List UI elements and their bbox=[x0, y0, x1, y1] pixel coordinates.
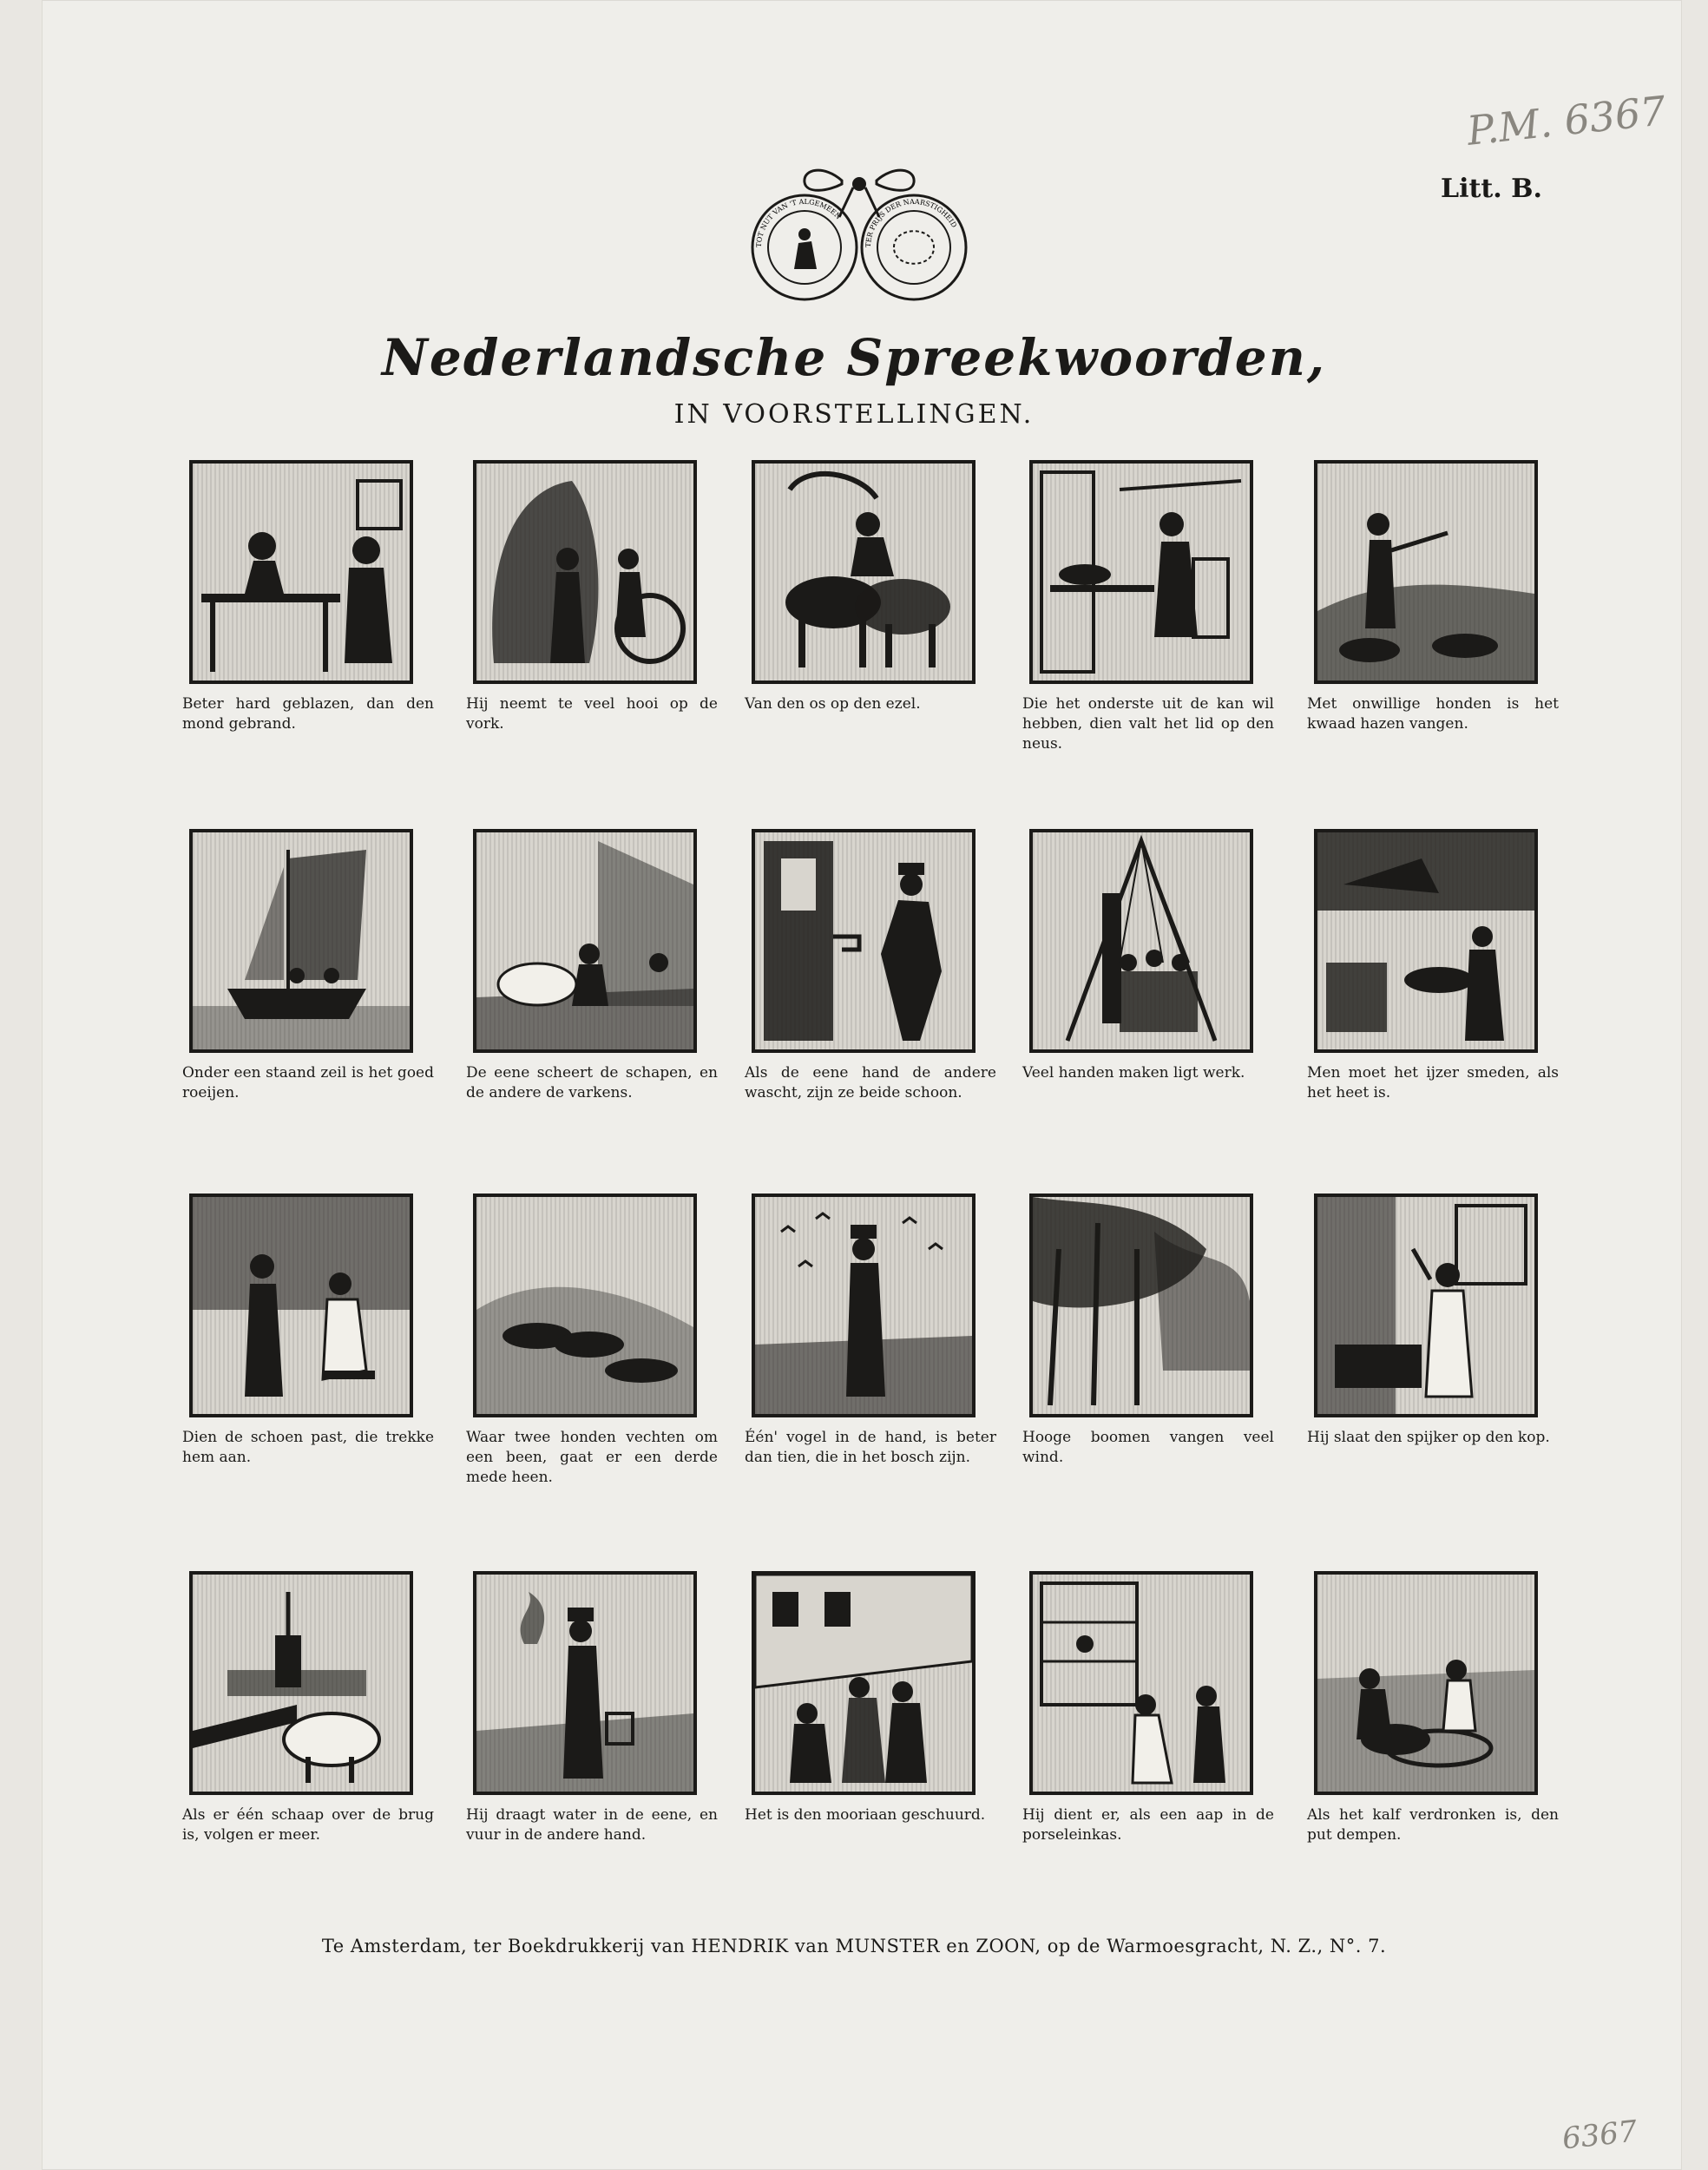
hay-cart-image bbox=[476, 464, 693, 681]
woodcut-illustration-monkey-china bbox=[1029, 1571, 1253, 1795]
woodcut-illustration-dogs-bone bbox=[473, 1194, 697, 1417]
pile-driver-image bbox=[1033, 832, 1250, 1049]
drinking-man-image bbox=[1033, 464, 1250, 681]
moor-scrubbing-image bbox=[755, 1575, 972, 1792]
woodcut-illustration-nail-hammer bbox=[1314, 1194, 1538, 1417]
printer-imprint: Te Amsterdam, ter Boekdrukkerij van HENDRIK van MUNSTER en ZOON, op de Warmoesgracht, N. Z., N°. 7. bbox=[321, 1936, 1387, 1956]
woodcut-illustration-hay-cart bbox=[473, 460, 697, 684]
proverb-caption: Hij draagt water in de eene, en vuur in de andere hand. bbox=[466, 1806, 718, 1844]
sheep-bridge-image bbox=[193, 1575, 410, 1792]
sailboat-image bbox=[193, 832, 410, 1049]
calf-well-image bbox=[1317, 1575, 1534, 1792]
woodcut-illustration-hand-washing bbox=[752, 829, 976, 1053]
emblem-right-inscription: TER PRIJS DER NAARSTIGHEID bbox=[864, 197, 958, 248]
proverb-caption: Men moet het ijzer smeden, als het heet is. bbox=[1307, 1064, 1559, 1101]
proverb-caption: Als de eene hand de andere wascht, zijn ze beide schoon. bbox=[745, 1064, 996, 1101]
dogs-bone-image bbox=[476, 1197, 693, 1414]
water-and-fire-image bbox=[476, 1575, 693, 1792]
woodcut-illustration-sailboat bbox=[189, 829, 413, 1053]
woodcut-illustration-hunter-dogs bbox=[1314, 460, 1538, 684]
emblem-left-inscription: TOT NUT VAN 'T ALGEMEEN bbox=[754, 197, 843, 248]
woodcut-illustration-water-and-fire bbox=[473, 1571, 697, 1795]
plate-mark: Litt. B. bbox=[1441, 174, 1542, 204]
proverb-caption: Één' vogel in de hand, is beter dan tien, die in het bosch zijn. bbox=[745, 1429, 996, 1466]
proverb-caption: Dien de schoen past, die trekke hem aan. bbox=[182, 1429, 434, 1466]
proverb-caption: Hij dient er, als een aap in de porseleinkas. bbox=[1022, 1806, 1274, 1844]
proverb-caption: Als het kalf verdronken is, den put dempen. bbox=[1307, 1806, 1559, 1844]
proverb-caption: Van den os op den ezel. bbox=[745, 695, 921, 713]
proverb-caption: Als er één schaap over de brug is, volgen er meer. bbox=[182, 1806, 434, 1844]
proverb-caption: Waar twee honden vechten om een been, gaat er een derde mede heen. bbox=[466, 1429, 718, 1486]
nail-hammer-image bbox=[1317, 1197, 1534, 1414]
woodcut-illustration-calf-well bbox=[1314, 1571, 1538, 1795]
shearing-image bbox=[476, 832, 693, 1049]
woodcut-illustration-sheep-bridge bbox=[189, 1571, 413, 1795]
proverb-caption: Beter hard geblazen, dan den mond gebrand. bbox=[182, 695, 434, 733]
emblem-medallions bbox=[742, 165, 976, 304]
proverb-caption: Onder een staand zeil is het goed roeijen. bbox=[182, 1064, 434, 1101]
proverb-caption: De eene scheert de schapen, en de andere de varkens. bbox=[466, 1064, 718, 1101]
accession-annotation: P.M. 6367 bbox=[1464, 87, 1668, 155]
woodcut-illustration-ox-and-donkey bbox=[752, 460, 976, 684]
proverb-caption: Veel handen maken ligt werk. bbox=[1022, 1064, 1245, 1082]
proverb-caption: Hij neemt te veel hooi op de vork. bbox=[466, 695, 718, 733]
woodcut-illustration-shearing bbox=[473, 829, 697, 1053]
hunter-dogs-image bbox=[1317, 464, 1534, 681]
woodcut-illustration-pile-driver bbox=[1029, 829, 1253, 1053]
page-subtitle: IN VOORSTELLINGEN. bbox=[673, 399, 1035, 430]
bird-in-hand-image bbox=[755, 1197, 972, 1414]
proverb-caption: Het is den mooriaan geschuurd. bbox=[745, 1806, 986, 1824]
page-title: Nederlandsche Spreekwoorden, bbox=[381, 328, 1327, 387]
hand-washing-image bbox=[755, 832, 972, 1049]
ox-and-donkey-image bbox=[755, 464, 972, 681]
bottom-number-annotation: 6367 bbox=[1560, 2114, 1639, 2157]
tall-trees-image bbox=[1033, 1197, 1250, 1414]
woodcut-illustration-bird-in-hand bbox=[752, 1194, 976, 1417]
woodcut-illustration-shoemaker bbox=[189, 1194, 413, 1417]
proverb-caption: Die het onderste uit de kan wil hebben, dien valt het lid op den neus. bbox=[1022, 695, 1274, 753]
woodcut-illustration-moor-scrubbing bbox=[752, 1571, 976, 1795]
proverb-caption: Hij slaat den spijker op den kop. bbox=[1307, 1429, 1550, 1446]
proverb-caption: Hooge boomen vangen veel wind. bbox=[1022, 1429, 1274, 1466]
woodcut-illustration-drinking-man bbox=[1029, 460, 1253, 684]
proverb-caption: Met onwillige honden is het kwaad hazen vangen. bbox=[1307, 695, 1559, 733]
woodcut-illustration-tavern-table bbox=[189, 460, 413, 684]
shoemaker-image bbox=[193, 1197, 410, 1414]
forge-image bbox=[1317, 832, 1534, 1049]
monkey-china-image bbox=[1033, 1575, 1250, 1792]
tavern-table-image bbox=[193, 464, 410, 681]
woodcut-illustration-tall-trees bbox=[1029, 1194, 1253, 1417]
woodcut-illustration-forge bbox=[1314, 829, 1538, 1053]
